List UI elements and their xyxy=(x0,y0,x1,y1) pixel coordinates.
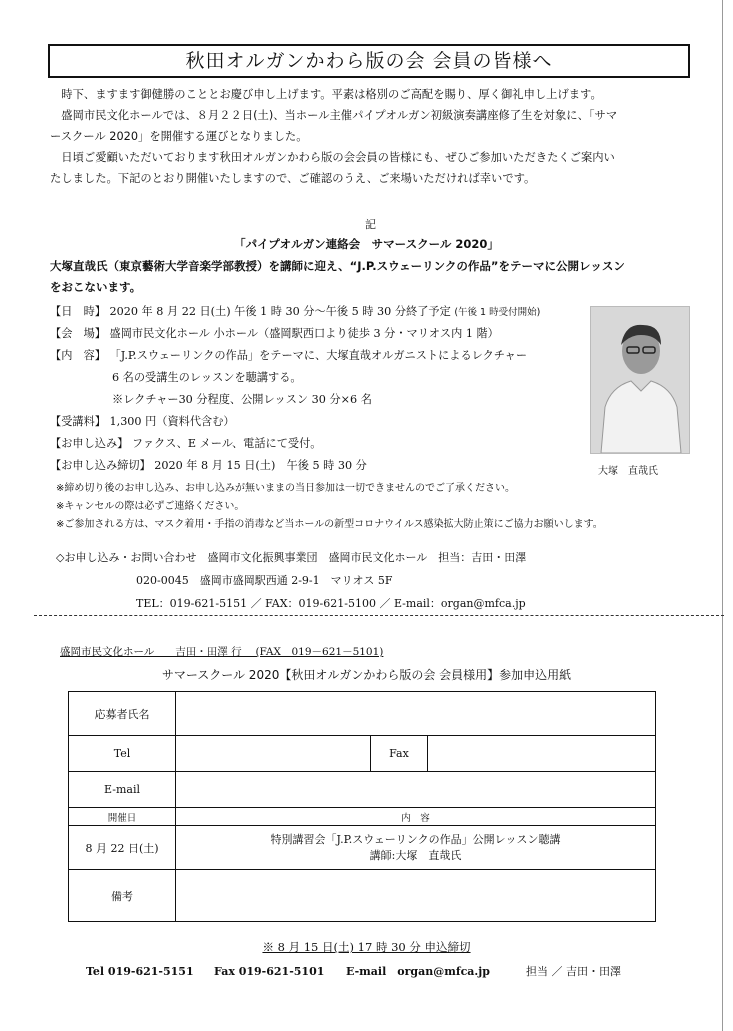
person-icon xyxy=(591,307,689,453)
content-label: 【内 容】 xyxy=(50,349,106,362)
date-row xyxy=(50,302,540,322)
event-content-line: 特別講習会「J.P.スウェーリンクの作品」公開レッスン聴講 xyxy=(270,832,561,846)
venue-value: 盛岡市民文化ホール 小ホール（盛岡駅西口より徒歩 3 分・マリオス内 1 階） xyxy=(109,327,499,340)
fee-label: 【受講料】 xyxy=(50,415,106,428)
venue-row xyxy=(50,324,499,343)
intro-line: ースクール 2020」を開催する運びとなりました。 xyxy=(50,130,308,143)
lead-line: をおこないます。 xyxy=(50,280,142,294)
contact-line: ◇お申し込み・お問い合わせ 盛岡市文化振興事業団 盛岡市民文化ホール 担当：吉田・田澤 xyxy=(56,551,527,564)
remarks-label: 備考 xyxy=(69,870,176,922)
contact-block xyxy=(56,546,526,615)
lecturer-photo xyxy=(590,306,690,454)
fax-label: Fax xyxy=(371,736,428,772)
deadline-label: 【お申し込み締切】 xyxy=(50,459,151,472)
lead-text xyxy=(50,256,625,298)
content-value-2: 6 名の受講生のレッスンを聴講する。 xyxy=(112,371,302,384)
event-content-lecturer: 講師:大塚 直哉氏 xyxy=(369,848,462,862)
remarks-field[interactable] xyxy=(176,870,656,922)
lead-line: 大塚直哉氏（東京藝術大学音楽学部教授）を講師に迎え、“J.P.スウェーリンクの作品”をテーマに公開レッスン xyxy=(50,259,625,273)
page-title: 秋田オルガンかわら版の会 会員の皆様へ xyxy=(48,44,690,78)
tel-field[interactable] xyxy=(176,736,371,772)
intro-paragraph xyxy=(50,84,617,189)
footer-tel: Tel 019-621-5151 xyxy=(86,965,194,978)
apply-value: ファクス、E メール、電話にて受付。 xyxy=(131,437,322,450)
photo-caption: 大塚 直哉氏 xyxy=(598,466,658,477)
content-value: 「J.P.スウェーリンクの作品」をテーマに、大塚直哉オルガニストによるレクチャー xyxy=(109,349,528,362)
venue-label: 【会 場】 xyxy=(50,327,106,340)
intro-line: 盛岡市民文化ホールでは、８月２２日(土)、当ホール主催パイプオルガン初級演奏講座修了生を対象に、「サマ xyxy=(50,109,618,122)
application-form xyxy=(68,691,656,922)
event-date: 8 月 22 日(土) xyxy=(69,826,176,870)
footer-fax: Fax 019-621-5101 xyxy=(214,965,325,978)
name-field[interactable] xyxy=(176,692,656,736)
content-value-3: ※レクチャー30 分程度、公開レッスン 30 分×6 名 xyxy=(112,393,372,406)
note-item: ※ご参加される方は、マスク着用・手指の消毒など当ホールの新型コロナウイルス感染拡大防止策にご協力お願いします。 xyxy=(56,519,603,530)
edge-line xyxy=(722,0,723,1031)
tel-label: Tel xyxy=(69,736,176,772)
date-note: (午後 1 時受付開始) xyxy=(454,307,541,318)
email-field[interactable] xyxy=(176,772,656,808)
deadline-row xyxy=(50,456,367,475)
form-deadline: ※ 8 月 15 日(土) 17 時 30 分 申込締切 xyxy=(262,940,471,954)
contact-phone: TEL：019-621-5151 ／ FAX：019-621-5100 ／ E-mail：organ@mfca.jp xyxy=(136,597,526,610)
fax-field[interactable] xyxy=(428,736,656,772)
date-label: 【日 時】 xyxy=(50,305,106,318)
apply-row xyxy=(50,434,322,453)
content-row xyxy=(50,346,527,365)
footer-email: E-mail organ@mfca.jp xyxy=(346,965,490,978)
footer-staff: 担当 ／ 吉田・田澤 xyxy=(526,965,621,978)
date-col-header: 開催日 xyxy=(69,808,176,826)
fee-value: 1,300 円（資料代含む） xyxy=(109,415,235,428)
name-label: 応募者氏名 xyxy=(69,692,176,736)
intro-line: たしました。下記のとおり開催いたしますので、ご確認のうえ、ご来場いただければ幸いです。 xyxy=(50,172,536,185)
form-to-line: 盛岡市民文化ホール 吉田・田澤 行 (FAX 019－621－5101) xyxy=(60,646,384,658)
form-heading: サマースクール 2020【秋田オルガンかわら版の会 会員様用】参加申込用紙 xyxy=(161,668,572,682)
date-value: 2020 年 8 月 22 日(土) 午後 1 時 30 分～午後 5 時 30 分終了予定 xyxy=(109,305,451,318)
cut-line xyxy=(34,615,724,616)
fee-row xyxy=(50,412,235,431)
intro-line: 日頃ご愛顧いただいております秋田オルガンかわら版の会会員の皆様にも、ぜひご参加いただきたくご案内い xyxy=(50,151,615,164)
deadline-value: 2020 年 8 月 15 日(土) 午後 5 時 30 分 xyxy=(154,459,367,472)
contact-address: 020-0045 盛岡市盛岡駅西通 2-9-1 マリオス 5F xyxy=(136,574,393,587)
event-title: 「パイプオルガン連絡会 サマースクール 2020」 xyxy=(234,237,499,251)
email-label: E-mail xyxy=(69,772,176,808)
ki-mark: 記 xyxy=(365,218,376,231)
event-content xyxy=(176,826,656,870)
apply-label: 【お申し込み】 xyxy=(50,437,129,450)
intro-line: 時下、ますます御健勝のこととお慶び申し上げます。平素は格別のご高配を賜り、厚く御礼申し上げます。 xyxy=(50,88,602,101)
notes-list xyxy=(56,480,603,534)
content-col-header: 内 容 xyxy=(176,808,656,826)
note-item: ※キャンセルの際は必ずご連絡ください。 xyxy=(56,501,245,512)
note-item: ※締め切り後のお申し込み、お申し込みが無いままの当日参加は一切できませんのでご了承ください。 xyxy=(56,483,515,494)
